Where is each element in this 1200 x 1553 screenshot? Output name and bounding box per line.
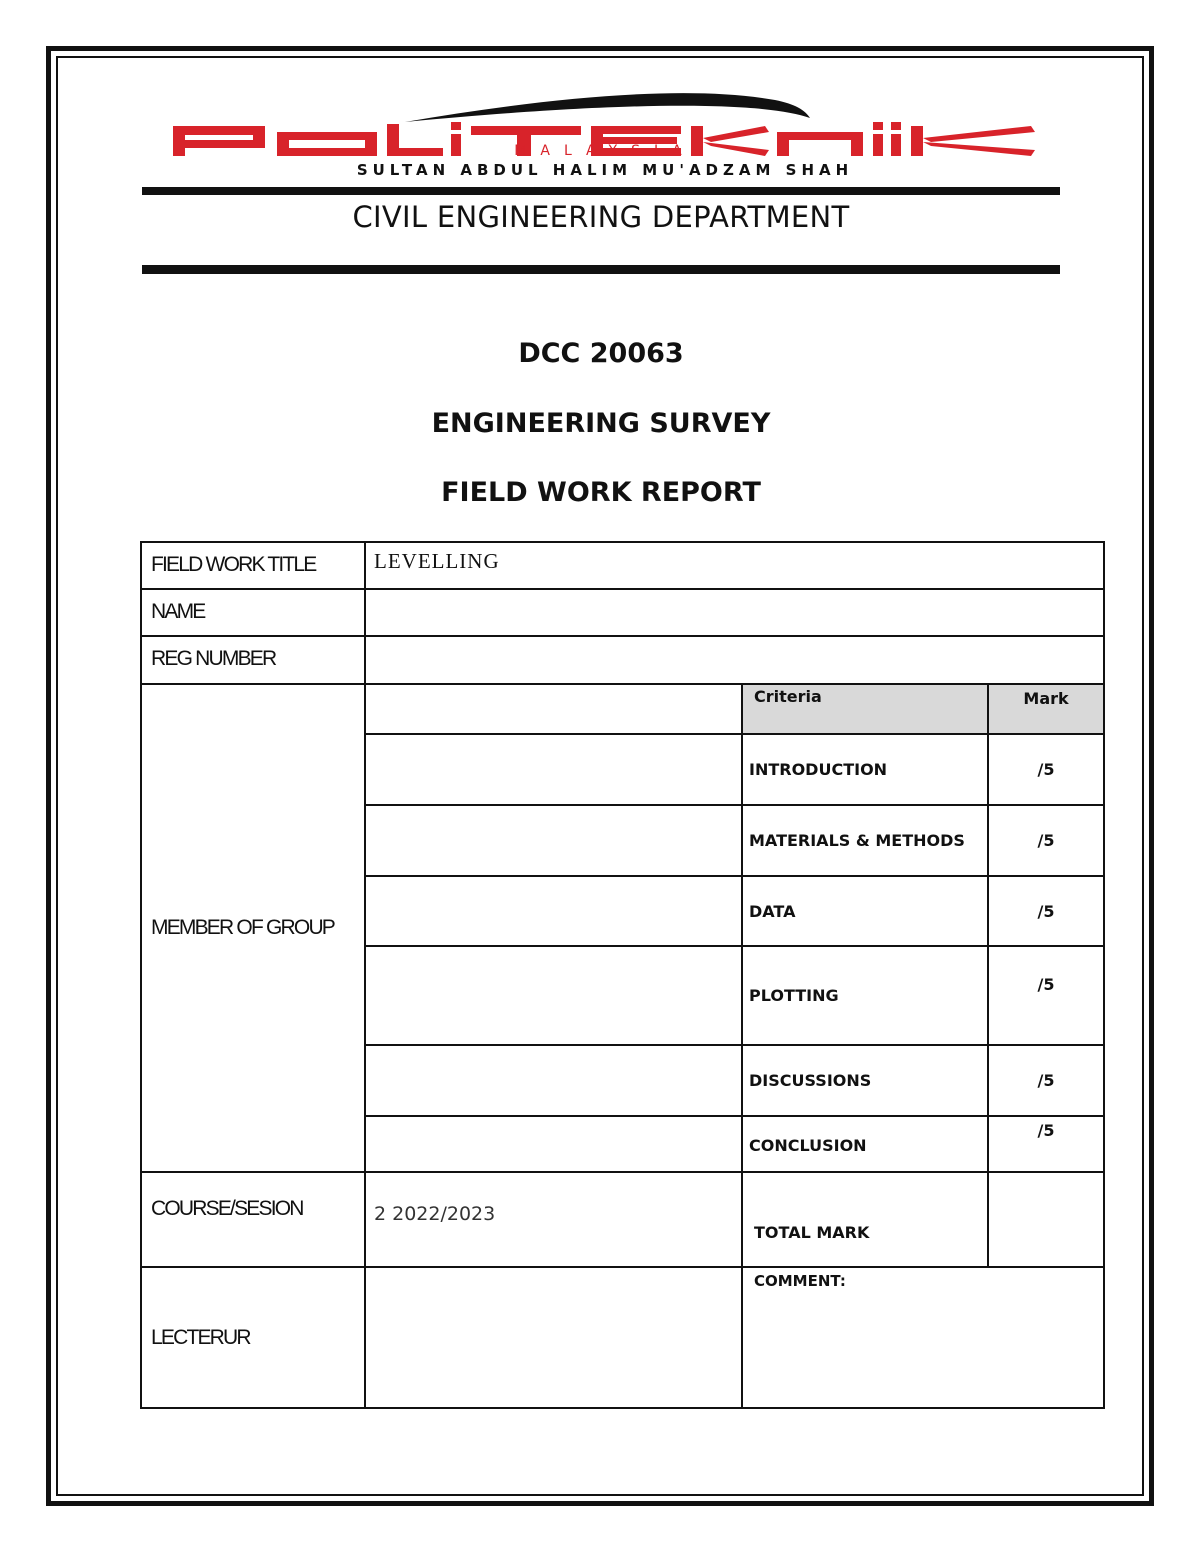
field-work-title-value[interactable]: LEVELLING bbox=[365, 542, 1104, 589]
group-member-cell[interactable] bbox=[365, 1116, 742, 1172]
group-member-cell[interactable] bbox=[365, 1045, 742, 1116]
course-session-label: COURSE/SESION bbox=[141, 1172, 365, 1267]
form-row-name bbox=[141, 589, 1104, 636]
name-value[interactable] bbox=[365, 589, 1104, 636]
criteria-name: PLOTTING bbox=[742, 946, 988, 1045]
course-code: DCC 20063 bbox=[518, 338, 684, 369]
logo-campus-text: SULTAN ABDUL HALIM MU'ADZAM SHAH bbox=[356, 161, 854, 179]
criteria-header: Criteria bbox=[742, 684, 988, 734]
total-mark-value[interactable] bbox=[988, 1172, 1104, 1267]
group-member-cell[interactable] bbox=[365, 805, 742, 876]
report-cover-form bbox=[140, 541, 1105, 1409]
politeknik-logo bbox=[165, 80, 1045, 180]
criteria-name: DISCUSSIONS bbox=[742, 1045, 988, 1116]
group-member-cell[interactable] bbox=[365, 734, 742, 805]
reg-number-label: REG NUMBER bbox=[141, 636, 365, 684]
total-mark-label: TOTAL MARK bbox=[742, 1172, 988, 1267]
form-row-criteria-header bbox=[141, 684, 1104, 734]
group-member-cell[interactable] bbox=[365, 946, 742, 1045]
criteria-name: CONCLUSION bbox=[742, 1116, 988, 1172]
form-row-lecturer bbox=[141, 1267, 1104, 1408]
criteria-name: DATA bbox=[742, 876, 988, 946]
reg-number-value[interactable] bbox=[365, 636, 1104, 684]
lecturer-value[interactable] bbox=[365, 1267, 742, 1408]
comment-box[interactable]: COMMENT: bbox=[742, 1267, 1104, 1408]
member-of-group-label: MEMBER OF GROUP bbox=[141, 684, 365, 1172]
criteria-name: INTRODUCTION bbox=[742, 734, 988, 805]
header-rule-bottom bbox=[142, 265, 1060, 274]
group-member-cell[interactable] bbox=[365, 876, 742, 946]
field-work-title-label: FIELD WORK TITLE bbox=[141, 542, 365, 589]
criteria-mark[interactable]: /5 bbox=[988, 805, 1104, 876]
lecturer-label: LECTERUR bbox=[141, 1267, 365, 1408]
department-title: CIVIL ENGINEERING DEPARTMENT bbox=[352, 200, 850, 234]
course-name: ENGINEERING SURVEY bbox=[431, 408, 771, 439]
course-session-value[interactable]: 2 2022/2023 bbox=[365, 1172, 742, 1267]
group-member-cell[interactable] bbox=[365, 684, 742, 734]
criteria-mark[interactable]: /5 bbox=[988, 946, 1104, 1045]
criteria-mark[interactable]: /5 bbox=[988, 1045, 1104, 1116]
criteria-name: MATERIALS & METHODS bbox=[742, 805, 988, 876]
criteria-mark[interactable]: /5 bbox=[988, 734, 1104, 805]
form-row-reg-number bbox=[141, 636, 1104, 684]
logo-country-text: MALAYSIA bbox=[514, 143, 696, 159]
report-type: FIELD WORK REPORT bbox=[441, 477, 761, 508]
form-row-title bbox=[141, 542, 1104, 589]
criteria-mark[interactable]: /5 bbox=[988, 1116, 1104, 1172]
name-label: NAME bbox=[141, 589, 365, 636]
criteria-mark[interactable]: /5 bbox=[988, 876, 1104, 946]
mark-header: Mark bbox=[988, 684, 1104, 734]
header-rule-top bbox=[142, 187, 1060, 195]
form-row-course-session bbox=[141, 1172, 1104, 1267]
